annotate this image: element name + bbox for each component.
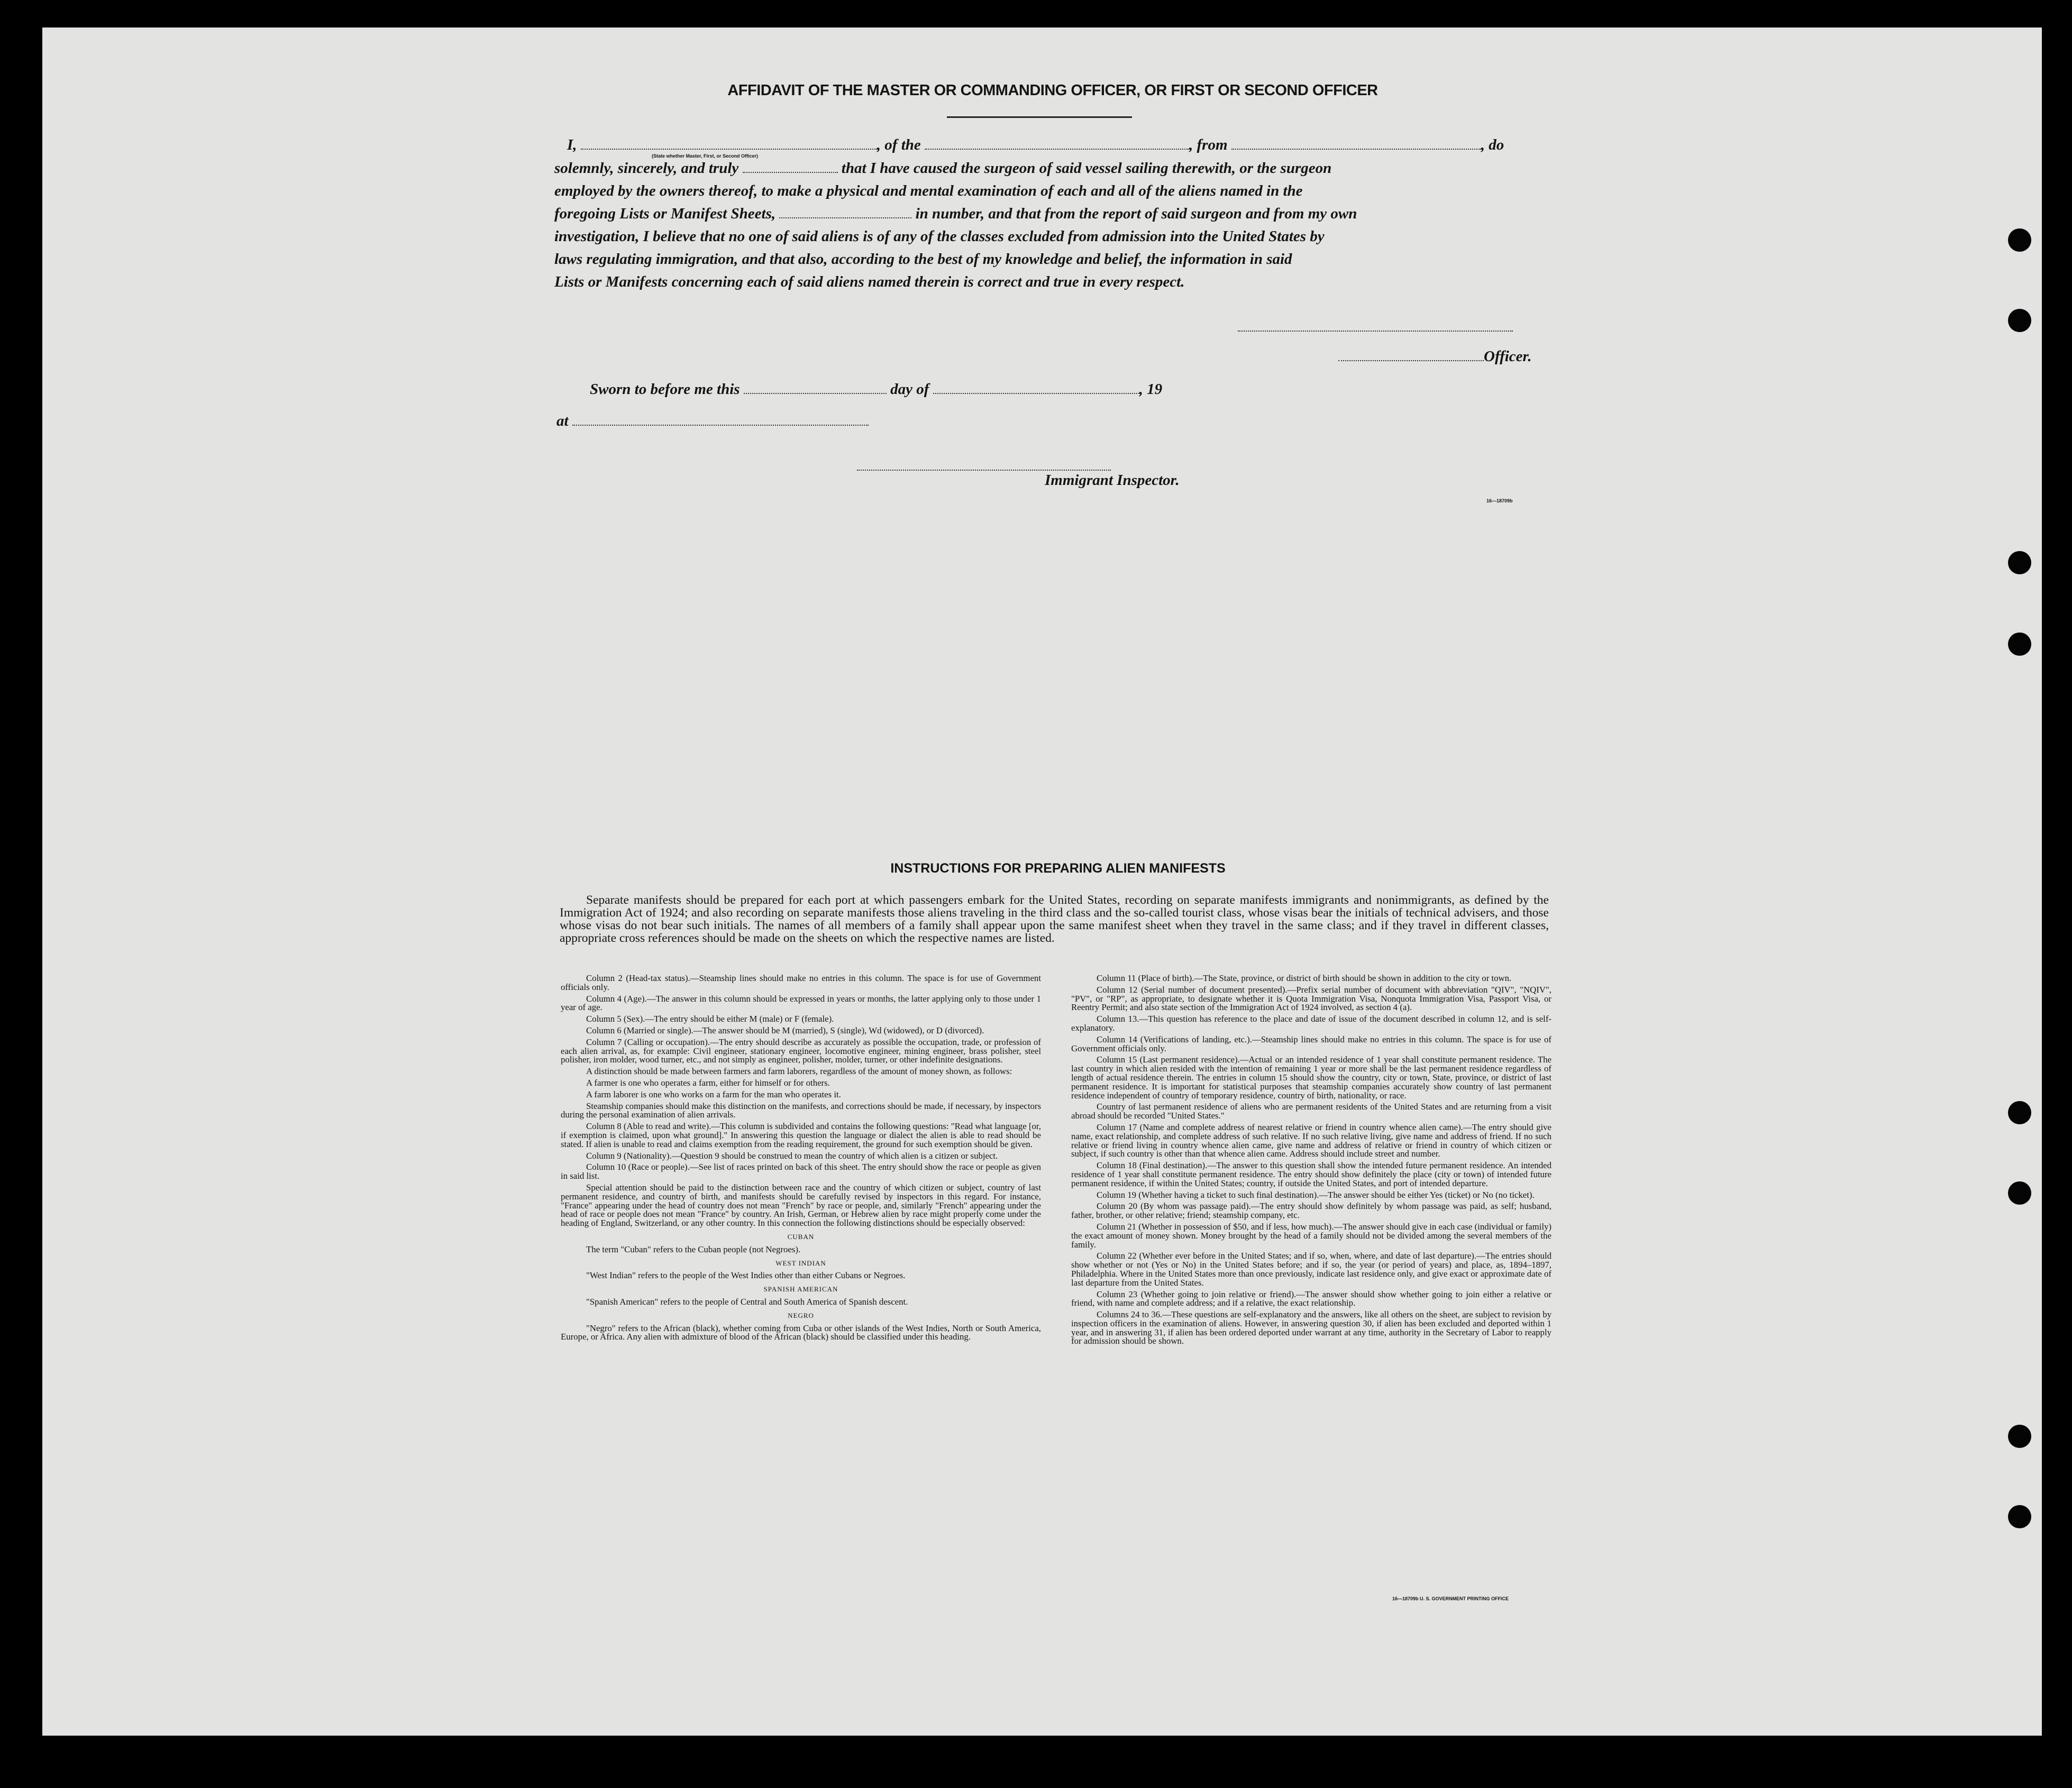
column-21-note: Column 21 (Whether in possession of $50, and if less, how much).—The answer should give in each case (individual or family) the exact amount of money shown. Money brought by the head of a family should not be divided among the several members of the family. bbox=[1071, 1221, 1551, 1250]
binder-hole bbox=[2008, 309, 2031, 332]
column-10-note: Column 10 (Race or people).—See list of races printed on back of this sheet. The entry should show the race or people as given in said list. bbox=[561, 1162, 1041, 1181]
steamship-note: Steamship companies should make this distinction on the manifests, and corrections should be made, if necessary, by inspectors during the personal examination of alien arrivals. bbox=[561, 1101, 1041, 1120]
label-do: , do bbox=[1481, 136, 1504, 153]
cuban-definition: The term "Cuban" refers to the Cuban people (not Negroes). bbox=[586, 1244, 801, 1254]
vessel-name-field[interactable] bbox=[925, 149, 1189, 150]
sheet-count-field[interactable] bbox=[779, 217, 911, 218]
farmer-definition: A farmer is one who operates a farm, either for himself or for others. bbox=[586, 1077, 830, 1088]
title-rule bbox=[947, 116, 1132, 118]
at-label: at bbox=[556, 412, 569, 429]
sworn-month-field[interactable] bbox=[933, 393, 1139, 394]
year-label: , 19 bbox=[1139, 381, 1163, 398]
port-from-field[interactable] bbox=[1231, 149, 1481, 150]
label-from: , from bbox=[1189, 136, 1228, 153]
binder-hole bbox=[2008, 632, 2031, 656]
column-7-note: Column 7 (Calling or occupation).—The entry should describe as accurately as possible the occupation, trade, or profession of each alien arrival, as, for example: Civil engineer, stationary engineer, locomotive engineer, mining engineer, brass polisher, steel polisher, iron molder, wood turner, etc., and not simply as engineer, polisher, molder, turner, or other indefinite designations. bbox=[561, 1037, 1041, 1065]
special-attention-note: Special attention should be paid to the distinction between race and the country of which citizen or subject, country of last permanent residence, and country of birth, and manifests should be carefully revised by inspectors in this regard. For instance, "France" appearing under the head of country does not mean "French" by race or people, and, similarly "French" appearing under the head of race or people does not mean "France" by country. An Irish, German, or Hebrew alien by race might properly come under the heading of England, Switzerland, or any other country. In this connection the following distinctions should be especially observed: bbox=[561, 1182, 1041, 1228]
column-22-note: Column 22 (Whether ever before in the United States; and if so, when, where, and date of last departure).—The entries should show whether or not (Yes or No) in the United States before; and if so, the year (or period of years) and place, as, 1894–1897, Philadelphia. Where in the United States more than once previously, indicate last residence only, and give exact or approximate date of last departure from the United States. bbox=[1071, 1251, 1551, 1288]
instructions-right-column bbox=[1071, 974, 1551, 1349]
affidavit-line-7: Lists or Manifests concerning each of said aliens named therein is correct and true in every respect. bbox=[554, 273, 1185, 290]
sworn-place-field[interactable] bbox=[572, 425, 869, 426]
inspector-label: Immigrant Inspector. bbox=[1045, 472, 1180, 489]
instructions-intro: Separate manifests should be prepared for each port at which passengers embark for the United States, recording on separate manifests immigrants and nonimmigrants, as defined by the Immigration Act of 1924; and also recording on separate manifests those aliens traveling in the third class and the so-called tourist class, whose visas bear the initials of technical advisers, and those whose visas do not bear such initials. The names of all members of a family shall appear upon the same manifest sheet when they travel in the same class; and if they travel in different classes, appropriate cross references should be made on the sheets on which the respective names are listed. bbox=[560, 893, 1549, 945]
label-truly: solemnly, sincerely, and truly bbox=[554, 160, 739, 177]
west-indian-definition: "West Indian" refers to the people of the West Indies other than either Cubans or Negroes. bbox=[586, 1270, 906, 1281]
column-23-note: Column 23 (Whether going to join relative or friend).—The answer should show whether going to join either a relative or friend, with name and complete address; and if a relative, the exact relationship. bbox=[1071, 1289, 1551, 1308]
label-sheets: foregoing Lists or Manifest Sheets, bbox=[554, 205, 776, 222]
column-19-note: Column 19 (Whether having a ticket to such final destination).—The answer should be either Yes (ticket) or No (no ticket). bbox=[1097, 1189, 1535, 1200]
affidavit-line-2 bbox=[554, 160, 1331, 177]
binder-hole bbox=[2008, 228, 2031, 252]
oath-field[interactable] bbox=[743, 172, 838, 173]
officer-rank-field[interactable] bbox=[581, 149, 877, 150]
binder-hole bbox=[2008, 1425, 2031, 1448]
binder-hole bbox=[2008, 1505, 2031, 1528]
column-6-note: Column 6 (Married or single).—The answer should be M (married), S (single), Wd (widowed), or D (divorced). bbox=[586, 1025, 984, 1035]
column-11-note: Column 11 (Place of birth).—The State, province, or district of birth should be shown in addition to the city or town. bbox=[1097, 973, 1512, 983]
country-residence-note: Country of last permanent residence of aliens who are permanent residents of the United States and are returning from a visit abroad should be recorded "United States." bbox=[1071, 1102, 1551, 1121]
sworn-line bbox=[590, 381, 1162, 398]
column-13-note: Column 13.—This question has reference to the place and date of issue of the document described in column 12, and is self-explanatory. bbox=[1071, 1014, 1551, 1033]
day-of-label: day of bbox=[890, 381, 929, 398]
binder-hole bbox=[2008, 1181, 2031, 1205]
cuban-heading: CUBAN bbox=[787, 1232, 815, 1241]
column-14-note: Column 14 (Verifications of landing, etc.).—Steamship lines should make no entries in this column. The space is for use of Government officials only. bbox=[1071, 1034, 1551, 1053]
affidavit-line-3: employed by the owners thereof, to make a physical and mental examination of each and all of the aliens named in the bbox=[554, 182, 1303, 199]
affidavit-text-4: in number, and that from the report of said surgeon and from my own bbox=[915, 205, 1357, 222]
column-15-note: Column 15 (Last permanent residence).—Actual or an intended residence of 1 year shall constitute permanent residence. The last country in which alien resided with the intention of remaining 1 year or more shall be the last permanent residence regardless of length of actual residence therein. The entries in column 15 should show the country, city or town, State, province, or district of last permanent residence. It is important for statistical purposes that steamship companies accurately show country of last permanent residence independent of country of temporary residence, country of birth, nationality, or race. bbox=[1071, 1055, 1551, 1101]
officer-label: Officer. bbox=[1484, 348, 1532, 365]
column-12-note: Column 12 (Serial number of document presented).—Prefix serial number of document with abbreviation "QIV", "NQIV", "PV", or "RP", as appropriate, to designate whether it is Quota Immigration Visa, Nonquota Immigration Visa, Passport Visa, or Reentry Permit; and also state section of the Immigration Act of 1924 involved, as section 4 (a). bbox=[1071, 984, 1551, 1013]
rank-field-note: (State whether Master, First, or Second Officer) bbox=[652, 153, 759, 159]
column-4-note: Column 4 (Age).—The answer in this column should be expressed in years or months, the latter applying only to those under 1 year of age. bbox=[561, 993, 1041, 1013]
negro-definition: "Negro" refers to the African (black), whether coming from Cuba or other islands of the West Indies, North or South America, Europe, or Africa. Any alien with admixture of blood of the African (black) should be classified under this heading. bbox=[561, 1323, 1041, 1342]
inspector-signature-line[interactable] bbox=[857, 470, 1111, 471]
affidavit-line-1 bbox=[567, 136, 1504, 154]
column-8-note: Column 8 (Able to read and write).—This column is subdivided and contains the following questions: "Read what language [or, if exemption is claimed, upon what ground]." In answering this question the language or dialect the alien is able to read should be stated. If alien is unable to read and claims exemption from the reading requirement, the ground for such exemption should be given. bbox=[561, 1121, 1041, 1149]
affidavit-line-6: laws regulating immigration, and that also, according to the best of my knowledge and belief, the information in said bbox=[554, 251, 1292, 268]
column-18-note: Column 18 (Final destination).—The answer to this question shall show the intended future permanent residence. An intended residence of 1 year shall constitute permanent residence. The entry should show definitely the place (city or town) of intended future permanent residence, if within the United States; country, if outside the United States, and port of intended departure. bbox=[1071, 1160, 1551, 1188]
instructions-title: INSTRUCTIONS FOR PREPARING ALIEN MANIFESTS bbox=[890, 861, 1226, 876]
form-number: 16—18709b bbox=[1486, 498, 1513, 503]
farmer-distinction: A distinction should be made between farmers and farm laborers, regardless of the amount of money shown, as follows: bbox=[586, 1066, 1012, 1077]
officer-signature-field[interactable] bbox=[1338, 360, 1484, 361]
affidavit-title: AFFIDAVIT OF THE MASTER OR COMMANDING OFFICER, OR FIRST OR SECOND OFFICER bbox=[727, 82, 1378, 99]
sworn-day-field[interactable] bbox=[744, 393, 887, 394]
officer-line bbox=[1338, 348, 1531, 365]
instructions-left-column bbox=[561, 974, 1041, 1344]
spanish-american-heading: SPANISH AMERICAN bbox=[763, 1285, 838, 1294]
column-9-note: Column 9 (Nationality).—Question 9 should be construed to mean the country of which alien is a citizen or subject. bbox=[586, 1150, 998, 1161]
affidavit-line-4 bbox=[554, 205, 1357, 223]
label-of-the: , of the bbox=[877, 136, 921, 153]
binder-hole bbox=[2008, 1101, 2031, 1124]
printing-office-footer: 16—18709b U. S. GOVERNMENT PRINTING OFFICE bbox=[1392, 1596, 1509, 1601]
west-indian-heading: WEST INDIAN bbox=[775, 1259, 826, 1267]
column-17-note: Column 17 (Name and complete address of nearest relative or friend in country whence alien came).—The entry should give name, exact relationship, and complete address of such relative. If no such relative living, give name and address of friend. If no such relative or friend living in country whence alien came, give name and address of relative or friend in country of which citizen or subject, if such country is other than that whence alien came. Address should include street and number. bbox=[1071, 1122, 1551, 1159]
column-5-note: Column 5 (Sex).—The entry should be either M (male) or F (female). bbox=[586, 1014, 834, 1024]
negro-heading: NEGRO bbox=[788, 1311, 814, 1319]
column-2-note: Column 2 (Head-tax status).—Steamship lines should make no entries in this column. The space is for use of Government officials only. bbox=[561, 973, 1041, 992]
sworn-label: Sworn to before me this bbox=[590, 381, 740, 398]
affidavit-line-5: investigation, I believe that no one of said aliens is of any of the classes excluded from admission into the United States by bbox=[554, 228, 1325, 245]
columns-24-36-note: Columns 24 to 36.—These questions are self-explanatory and the answers, like all others on the sheet, are subject to revision by inspection officers in the examination of aliens. However, in answering question 30, if alien has been excluded and deported within 1 year, and in answering 31, if alien has been ordered deported under warrant at any time, authority in the Secretary of Labor to reapply for admission should be shown. bbox=[1071, 1309, 1551, 1346]
affidavit-text-2: that I have caused the surgeon of said vessel sailing therewith, or the surgeon bbox=[841, 160, 1332, 177]
at-line bbox=[556, 412, 869, 430]
signature-line[interactable] bbox=[1238, 331, 1513, 332]
label-i: I, bbox=[567, 136, 577, 153]
laborer-definition: A farm laborer is one who works on a farm for the man who operates it. bbox=[586, 1089, 841, 1099]
spanish-american-definition: "Spanish American" refers to the people of Central and South America of Spanish descent. bbox=[586, 1296, 908, 1307]
binder-hole bbox=[2008, 551, 2031, 574]
column-20-note: Column 20 (By whom was passage paid).—The entry should show definitely by whom passage was paid, as self; husband, father, brother, or other relative; friend; steamship company, etc. bbox=[1071, 1201, 1551, 1221]
